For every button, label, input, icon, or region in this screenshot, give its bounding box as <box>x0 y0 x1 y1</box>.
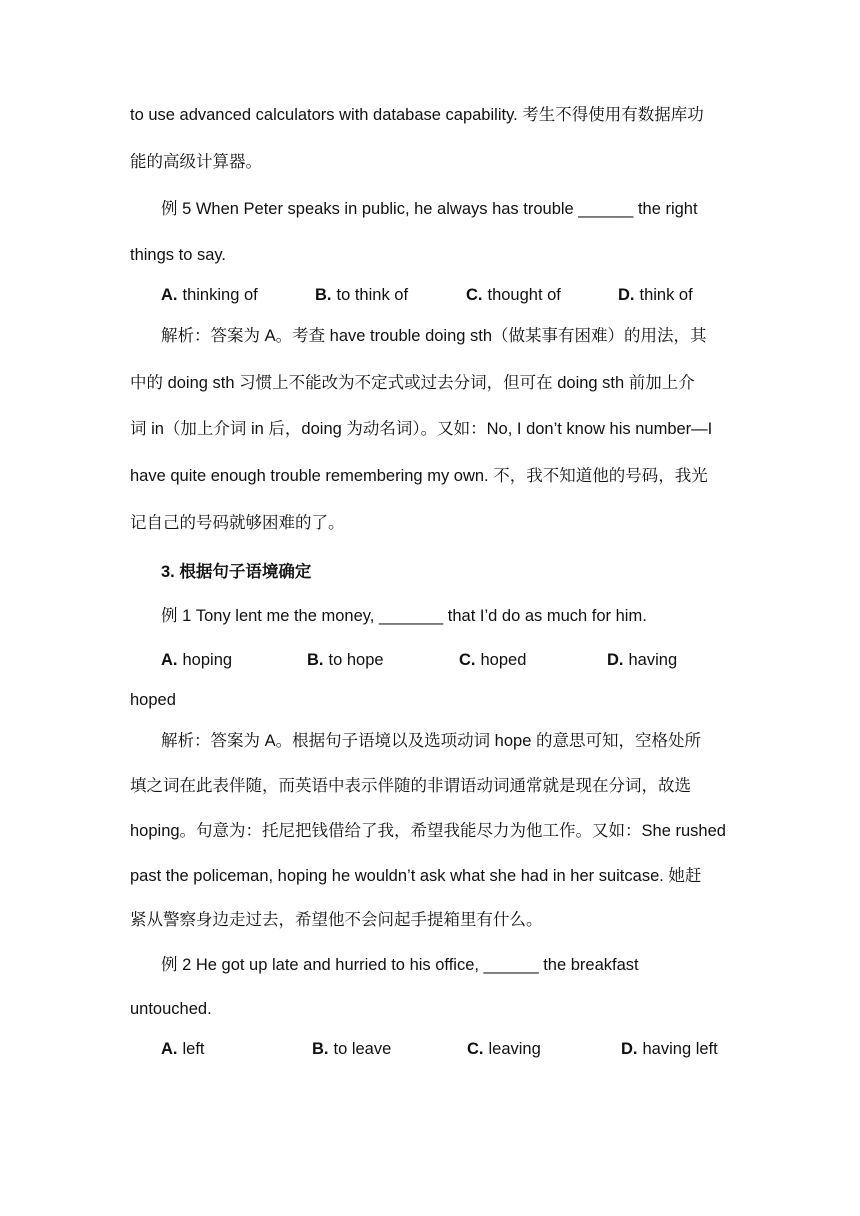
option-b <box>315 285 408 305</box>
option-text: having <box>628 651 678 669</box>
section-heading: 3. 根据句子语境确定 <box>161 563 312 581</box>
option-letter: B. <box>312 1040 329 1058</box>
option-b <box>307 650 384 670</box>
option-text: think of <box>639 286 693 304</box>
option-text: having left <box>642 1040 718 1058</box>
option-text: to think of <box>336 286 409 304</box>
option-letter: D. <box>621 1040 638 1058</box>
option-a <box>161 285 258 305</box>
option-letter: C. <box>467 1040 484 1058</box>
option-letter: C. <box>466 286 483 304</box>
option-c <box>466 285 561 305</box>
question-ex2: 例 2 He got up late and hurried to his office, ______ the breakfast <box>161 956 639 974</box>
text-line: 能的高级计算器。 <box>130 153 262 171</box>
analysis-line: hoping。句意为：托尼把钱借给了我，希望我能尽力为他工作。又如：She rushed <box>130 822 726 840</box>
option-d <box>621 1039 718 1059</box>
option-letter: C. <box>459 651 476 669</box>
option-text: to hope <box>328 651 384 669</box>
option-a <box>161 650 232 670</box>
option-letter: B. <box>315 286 332 304</box>
option-wrap: hoped <box>130 691 176 709</box>
question-ex1: 例 1 Tony lent me the money, _______ that I’d do as much for him. <box>161 607 647 625</box>
option-letter: A. <box>161 1040 178 1058</box>
option-letter: A. <box>161 286 178 304</box>
analysis-line: 记自己的号码就够困难的了。 <box>130 514 345 532</box>
option-text: thinking of <box>182 286 258 304</box>
option-letter: D. <box>618 286 635 304</box>
option-text: hoped <box>480 651 527 669</box>
option-c <box>459 650 526 670</box>
option-text: left <box>182 1040 205 1058</box>
option-letter: A. <box>161 651 178 669</box>
analysis-line: 中的 doing sth 习惯上不能改为不定式或过去分词，但可在 doing sth 前加上介 <box>130 374 695 392</box>
option-d <box>618 285 693 305</box>
option-b <box>312 1039 391 1059</box>
option-letter: B. <box>307 651 324 669</box>
option-text: to leave <box>333 1040 392 1058</box>
analysis-line: 解析：答案为 A。根据句子语境以及选项动词 hope 的意思可知，空格处所 <box>161 732 701 750</box>
analysis-line: 填之词在此表伴随，而英语中表示伴随的非谓语动词通常就是现在分词，故选 <box>130 777 691 795</box>
option-a <box>161 1039 205 1059</box>
option-letter: D. <box>607 651 624 669</box>
question-wrap: untouched. <box>130 1000 212 1018</box>
option-text: thought of <box>487 286 561 304</box>
analysis-line: 解析：答案为 A。考查 have trouble doing sth（做某事有困难）的用法，其 <box>161 327 707 345</box>
option-d <box>607 650 677 670</box>
analysis-line: have quite enough trouble remembering my own. 不，我不知道他的号码，我光 <box>130 467 708 485</box>
analysis-line: past the policeman, hoping he wouldn’t ask what she had in her suitcase. 她赶 <box>130 867 702 885</box>
option-text: hoping <box>182 651 233 669</box>
text-line: to use advanced calculators with database capability. 考生不得使用有数据库功 <box>130 106 704 124</box>
option-text: leaving <box>488 1040 541 1058</box>
analysis-line: 词 in（加上介词 in 后，doing 为动名词）。又如：No, I don’t know his number—I <box>130 420 713 438</box>
question-ex5: 例 5 When Peter speaks in public, he always has trouble ______ the right <box>161 200 698 218</box>
analysis-line: 紧从警察身边走过去，希望他不会问起手提箱里有什么。 <box>130 911 543 929</box>
option-c <box>467 1039 541 1059</box>
text-line: things to say. <box>130 246 226 264</box>
